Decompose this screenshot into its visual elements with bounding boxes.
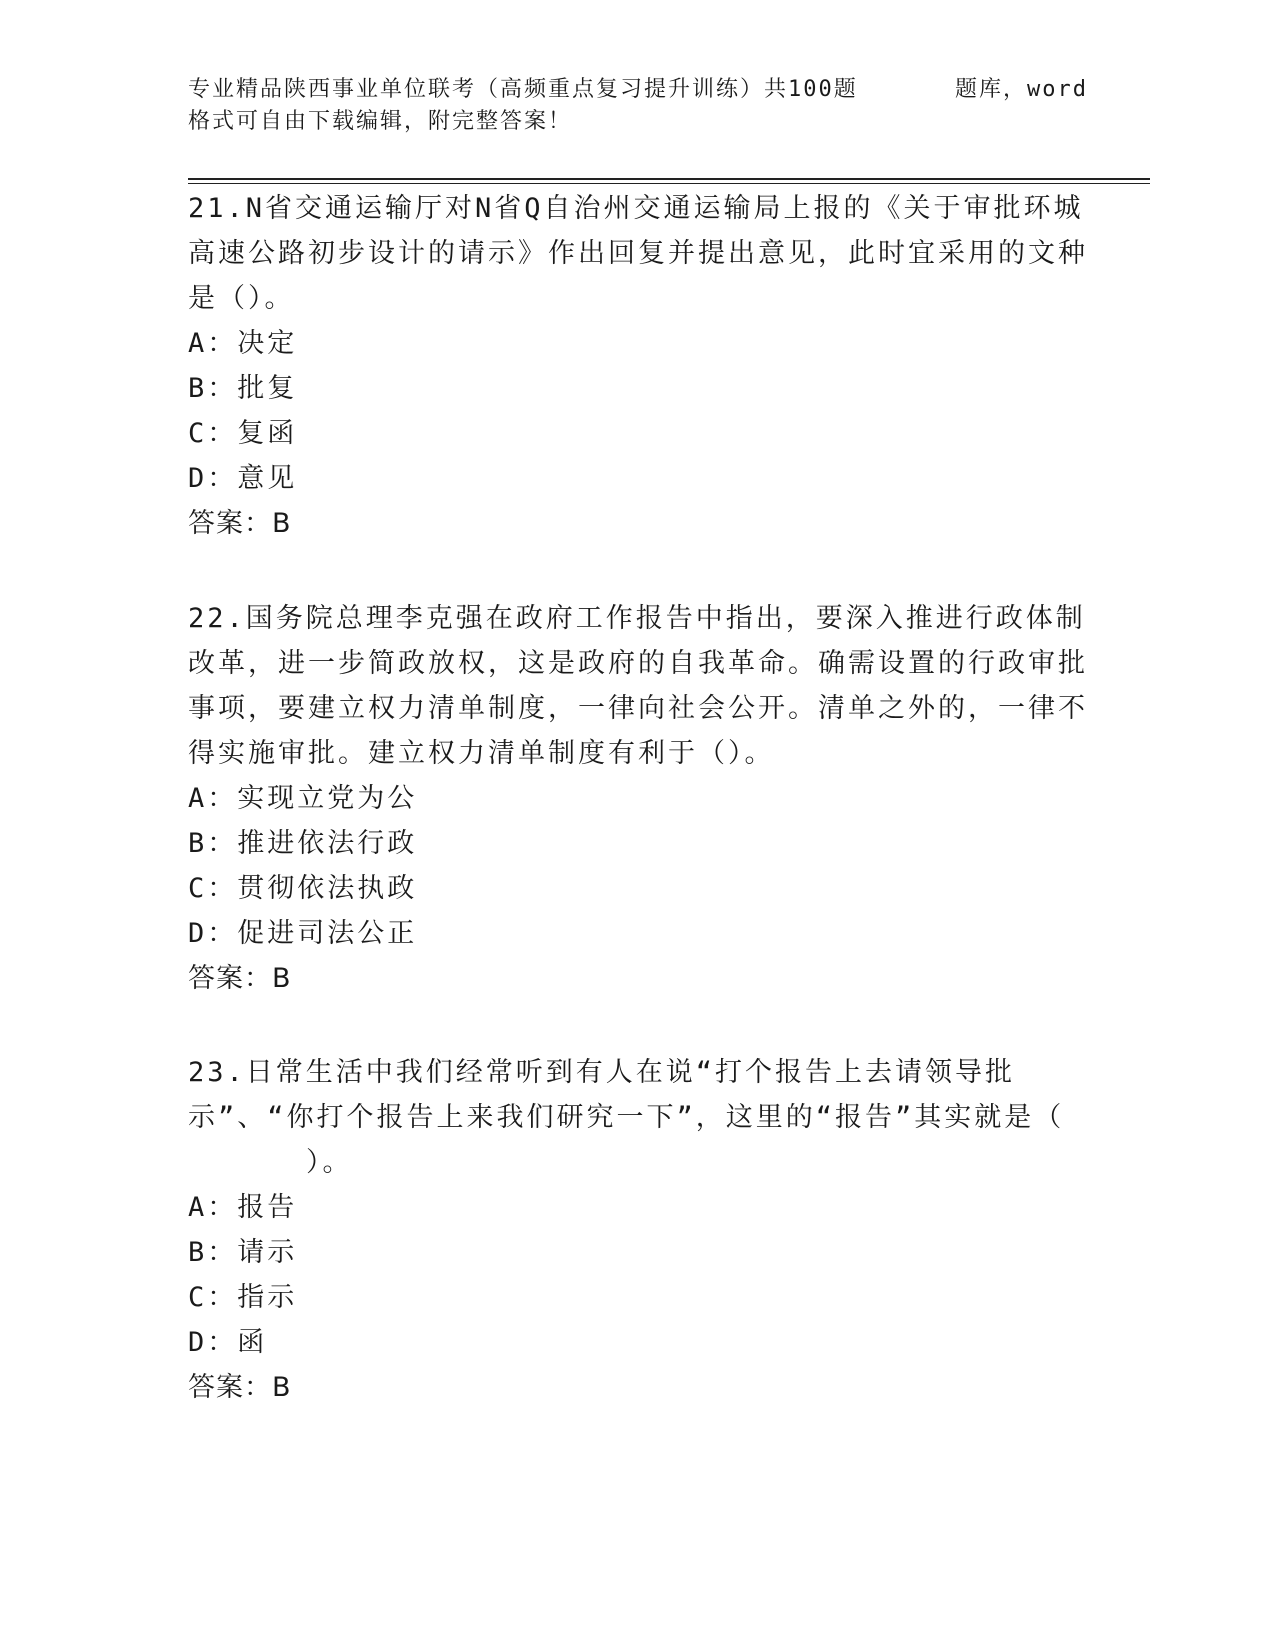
document-header [188, 74, 1088, 138]
header-divider-thick [188, 178, 1150, 180]
question-stem: 21.N省交通运输厅对N省Q自治州交通运输局上报的《关于审批环城高速公路初步设计的请示》作出回复并提出意见，此时宜采用的文种是（）。 [188, 193, 1088, 314]
question-22 [188, 596, 1088, 1001]
option-a: A：决定 [188, 328, 298, 359]
answer: 答案：B [188, 1372, 292, 1403]
option-c: C：复函 [188, 418, 298, 449]
header-title-suffix: 题库，word [955, 77, 1088, 102]
question-stem: 22.国务院总理李克强在政府工作报告中指出，要深入推进行政体制改革，进一步简政放权，这是政府的自我革命。确需设置的行政审批事项，要建立权力清单制度，一律向社会公开。清单之外的，一律不得实施审批。建立权力清单制度有利于（）。 [188, 603, 1088, 769]
option-c: C：贯彻依法执政 [188, 873, 418, 904]
header-title: 专业精品陕西事业单位联考（高频重点复习提升训练）共100题 [188, 77, 858, 102]
option-a: A：报告 [188, 1192, 298, 1223]
option-d: D：函 [188, 1327, 268, 1358]
header-line-1 [188, 74, 1088, 106]
option-b: B：请示 [188, 1237, 298, 1268]
question-23 [188, 1050, 1088, 1410]
answer: 答案：B [188, 508, 292, 539]
option-a: A：实现立党为公 [188, 783, 418, 814]
header-divider-thin [188, 183, 1150, 184]
option-c: C：指示 [188, 1282, 298, 1313]
option-b: B：推进依法行政 [188, 828, 418, 859]
answer: 答案：B [188, 963, 292, 994]
question-21 [188, 186, 1088, 546]
option-d: D：促进司法公正 [188, 918, 418, 949]
option-d: D：意见 [188, 463, 298, 494]
question-stem-tail: ）。 [306, 1147, 353, 1178]
header-line-2: 格式可自由下载编辑，附完整答案！ [188, 109, 573, 134]
question-stem: 23.日常生活中我们经常听到有人在说“打个报告上去请领导批示”、“你打个报告上来我们研究一下”，这里的“报告”其实就是（ [188, 1057, 1065, 1133]
option-b: B：批复 [188, 373, 298, 404]
